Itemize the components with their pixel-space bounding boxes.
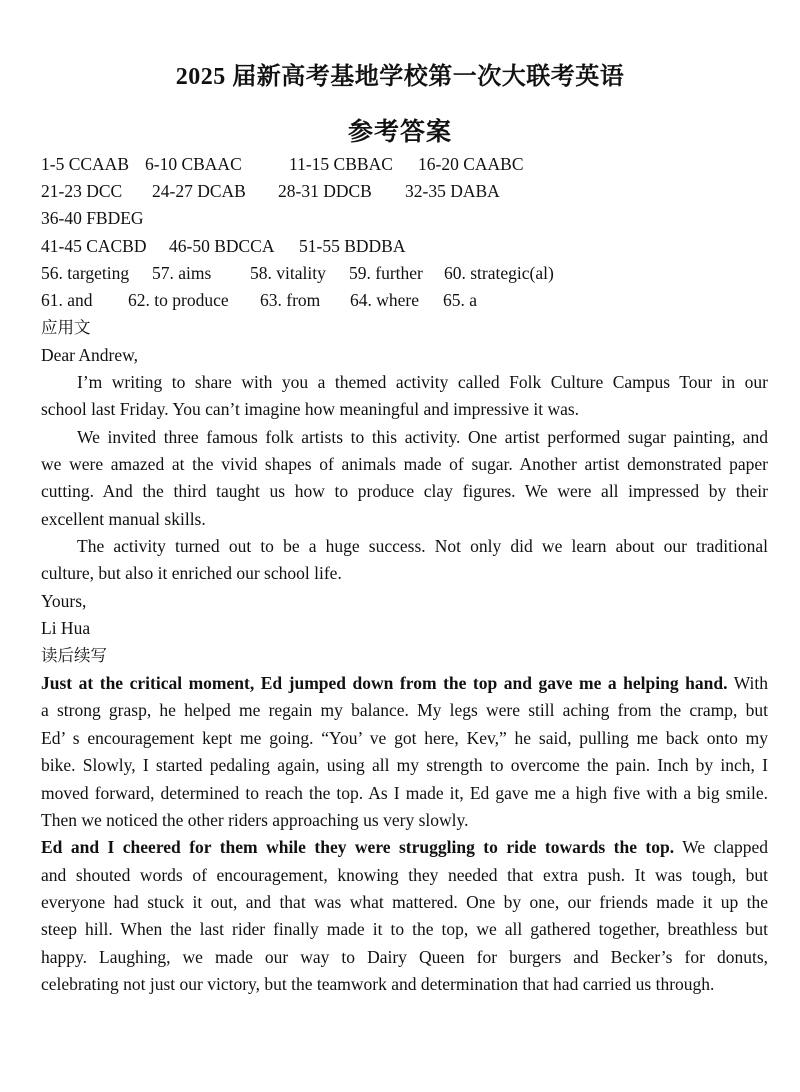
answers-row-3 [41,205,768,232]
answer-item: 60. strategic(al) [444,263,554,283]
continuation-p2-line: celebrating not just our victory, but the teamwork and determination that had carried us through. [41,974,715,994]
continuation-p1-lead: Just at the critical moment, Ed jumped down from the top and gave me a helping hand. [41,673,728,693]
answer-group: 36-40 FBDEG [41,208,144,228]
answer-item: 64. where [350,290,420,310]
document-title: 2025 届新高考基地学校第一次大联考英语 [175,64,625,90]
section-label-continuation: 读后续写 [41,646,107,665]
continuation-p1-line: moved forward, determined to reach the top. As I made it, Ed gave me a high five with a big smile. [41,783,768,803]
answer-item: 61. and [41,290,93,310]
continuation-p1-lead-rest: With [727,673,768,693]
letter-p2-line: we were amazed at the vivid shapes of animals made of sugar. Another artist demonstrated paper [41,454,768,474]
continuation-p2-lead: Ed and I cheered for them while they were struggling to ride towards the top. [41,837,675,857]
continuation-p2-line: everyone had stuck it out, and that was what mattered. One by one, our friends made it up the [41,892,768,912]
continuation-p1-line: bike. Slowly, I started pedaling again, using all my strength to overcome the pain. Inch by inch, I [41,755,768,775]
letter-p1-line: school last Friday. You can’t imagine how meaningful and impressive it was. [41,399,580,419]
continuation-p2-lead-rest: We clapped [674,837,768,857]
continuation-p1-line: Then we noticed the other riders approaching us very slowly. [41,810,469,830]
letter-p2-line: excellent manual skills. [41,509,206,529]
letter-p3-line: culture, but also it enriched our school life. [41,563,342,583]
continuation-p2-line: and shouted words of encouragement, knowing they needed that extra push. It was tough, but [41,865,768,885]
answer-group: 51-55 BDDBA [299,236,406,256]
answers-row-5 [41,260,768,287]
letter-greeting: Dear Andrew, [41,345,139,365]
continuation-p1-line: a strong grasp, he helped me regain my balance. My legs were still aching from the cramp, but [41,700,768,720]
continuation-p2-line: happy. Laughing, we made our way to Dairy Queen for burgers and Becker’s for donuts, [41,947,768,967]
answer-group: 28-31 DDCB [278,181,372,201]
answer-item: 58. vitality [250,263,326,283]
continuation-p2-line: steep hill. When the last rider finally made it to the top, we all gathered together, breathless but [41,919,768,939]
letter-p1-line: I’m writing to share with you a themed activity called Folk Culture Campus Tour in our [77,372,768,392]
letter-closing: Yours, [41,591,87,611]
answers-row-4 [41,233,768,260]
letter-p3-line: The activity turned out to be a huge success. Not only did we learn about our traditional [77,536,768,556]
answer-item: 59. further [349,263,423,283]
document-subtitle: 参考答案 [347,119,452,146]
answer-item: 56. targeting [41,263,130,283]
continuation-p1-line: Ed’ s encouragement kept me going. “You’ ve got here, Kev,” he said, pulling me back onto my [41,728,768,748]
answer-item: 57. aims [152,263,212,283]
answer-group: 46-50 BDCCA [169,236,275,256]
continuation-p2-first-line [41,834,768,861]
answer-group: 11-15 CBBAC [289,154,393,174]
section-label-letter: 应用文 [41,318,91,337]
answer-group: 24-27 DCAB [152,181,246,201]
letter-signature: Li Hua [41,618,91,638]
letter-p2-line: cutting. And the third taught us how to produce clay figures. We were all impressed by their [41,481,768,501]
answer-group: 1-5 CCAAB [41,154,129,174]
answer-group: 6-10 CBAAC [145,154,242,174]
answer-item: 62. to produce [128,290,229,310]
answer-group: 16-20 CAABC [418,154,524,174]
answer-item: 65. a [443,290,478,310]
answers-row-6 [41,287,768,314]
continuation-p1-first-line [41,670,768,697]
letter-p2-line: We invited three famous folk artists to this activity. One artist performed sugar painting, and [77,427,768,447]
answer-item: 63. from [260,290,321,310]
answers-row-1 [41,151,768,178]
answer-group: 32-35 DABA [405,181,500,201]
answer-group: 21-23 DCC [41,181,123,201]
answers-row-2 [41,178,768,205]
answer-group: 41-45 CACBD [41,236,147,256]
